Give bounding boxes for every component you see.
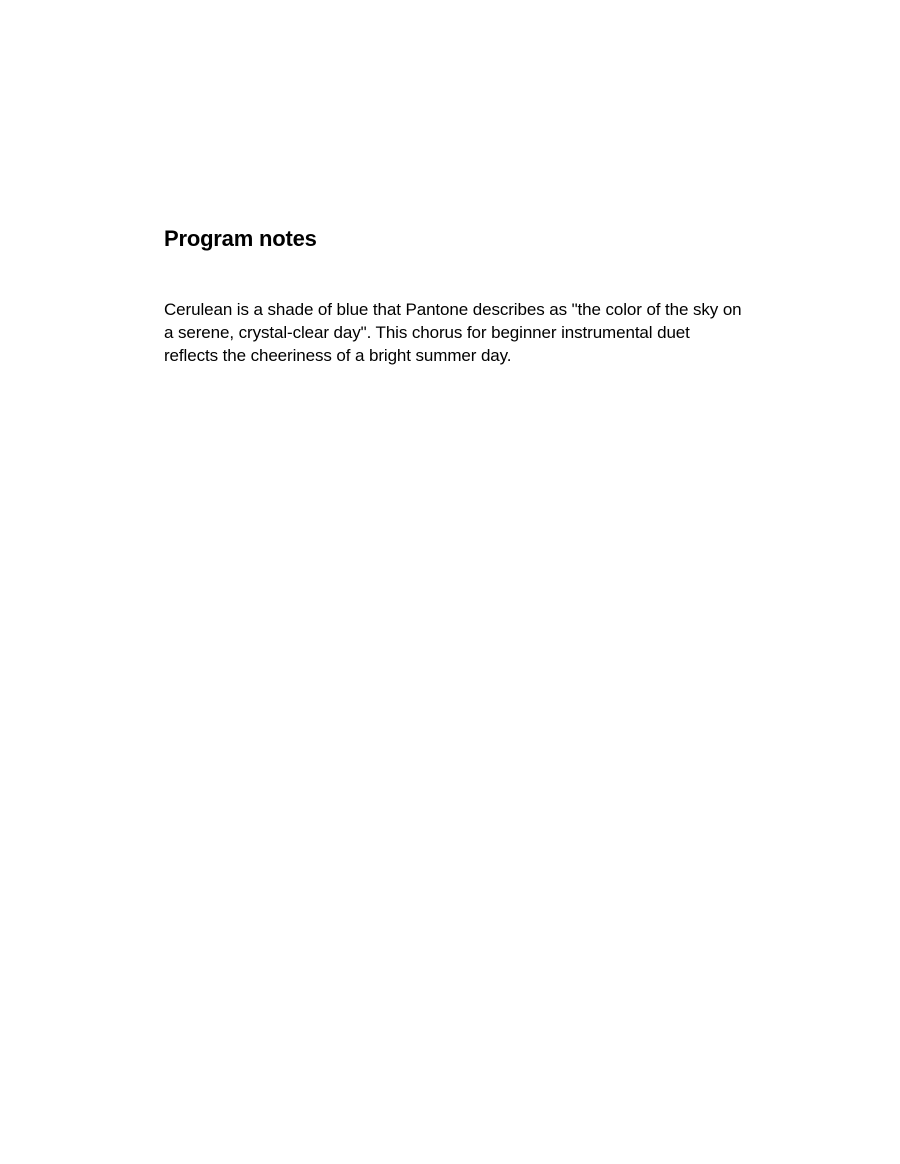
section-heading: Program notes (164, 226, 317, 251)
program-notes-section (164, 224, 744, 367)
program-notes-paragraph: Cerulean is a shade of blue that Pantone describes as "the color of the sky on a serene, crystal-clear day". This chorus for beginner instrumental duet reflects the cheeriness of a bright summer day. (164, 300, 742, 365)
